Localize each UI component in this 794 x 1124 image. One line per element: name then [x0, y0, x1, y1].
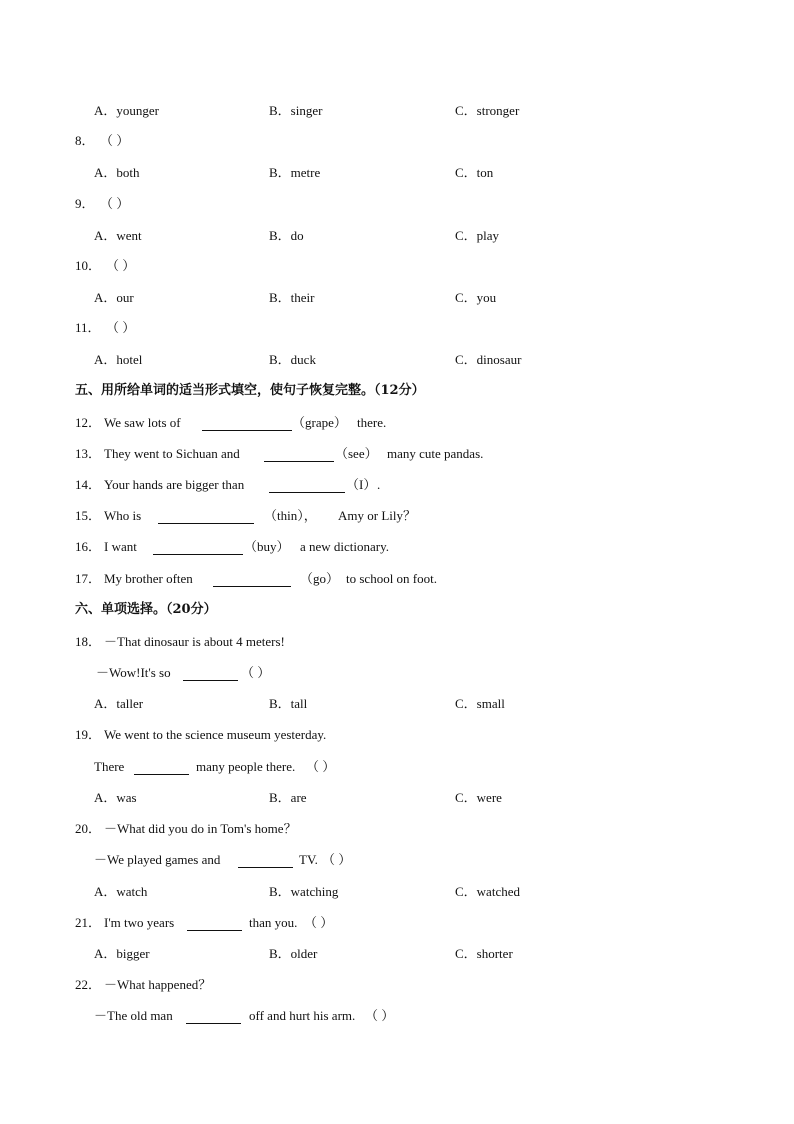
- section-5-title: 五、用所给单词的适当形式填空，使句子恢复完整。（12分）: [75, 383, 425, 398]
- question-number: 20．: [75, 821, 102, 836]
- q11-option-a: A．hotel: [94, 352, 143, 367]
- question-number: 21．: [75, 915, 102, 930]
- answer-paren: （ ）: [322, 852, 352, 867]
- question-number: 9．: [75, 196, 95, 211]
- q21-option-c: C．shorter: [455, 946, 513, 961]
- q19-option-c: C．were: [455, 790, 502, 805]
- q14-blank[interactable]: [267, 478, 347, 499]
- question-number: 12．: [75, 415, 102, 430]
- q9-option-a: A．went: [94, 228, 142, 243]
- q11-option-b: B．duck: [269, 352, 316, 367]
- question-number: 10．: [75, 258, 102, 273]
- q15-text-after: Amy or Lily？: [338, 508, 416, 523]
- q12-text-before: We saw lots of: [104, 415, 181, 430]
- q18-blank[interactable]: [181, 666, 240, 687]
- q16-text-before: I want: [104, 539, 137, 554]
- q14-hint: （I）: [346, 477, 377, 492]
- q19-option-b: B．are: [269, 790, 307, 805]
- question-number: 18．: [75, 634, 102, 649]
- q14-text-after: .: [377, 477, 381, 492]
- answer-paren: （ ）: [100, 133, 130, 148]
- q19-line1: We went to the science museum yesterday.: [104, 727, 327, 742]
- question-number: 15．: [75, 508, 102, 523]
- q9-option-b: B．do: [269, 228, 304, 243]
- q20-option-a: A．watch: [94, 884, 148, 899]
- q13-hint: （see）: [335, 446, 378, 461]
- q15-blank[interactable]: [156, 509, 256, 530]
- q15-hint: （thin），: [264, 508, 317, 523]
- q18-line1: －That dinosaur is about 4 meters!: [104, 634, 285, 649]
- q13-text-before: They went to Sichuan and: [104, 446, 240, 461]
- question-number: 17．: [75, 571, 102, 586]
- section-6-title: 六、单项选择。（20分）: [75, 602, 217, 617]
- answer-paren: （ ）: [241, 665, 271, 680]
- question-number: 22．: [75, 977, 102, 992]
- question-number: 11．: [75, 320, 101, 335]
- q12-hint: （grape）: [292, 415, 347, 430]
- q7-option-a: A．younger: [94, 103, 159, 118]
- q17-blank[interactable]: [211, 572, 293, 593]
- q20-blank[interactable]: [236, 853, 295, 874]
- answer-paren: （ ）: [100, 196, 130, 211]
- answer-paren: （ ）: [106, 320, 136, 335]
- q20-option-b: B．watching: [269, 884, 339, 899]
- q21-option-b: B．older: [269, 946, 318, 961]
- q19-option-a: A．was: [94, 790, 137, 805]
- q21-option-a: A．bigger: [94, 946, 150, 961]
- q13-blank[interactable]: [262, 447, 336, 468]
- q9-option-c: C．play: [455, 228, 500, 243]
- q21-blank[interactable]: [185, 916, 244, 937]
- question-number: 19．: [75, 727, 102, 742]
- q17-text-after: to school on foot.: [346, 571, 437, 586]
- q12-text-after: there.: [357, 415, 387, 430]
- q8-option-c: C．ton: [455, 165, 494, 180]
- q18-line2-text: －Wow!It's so: [96, 665, 171, 680]
- q16-text-after: a new dictionary.: [300, 539, 390, 554]
- q12-blank[interactable]: [200, 416, 294, 437]
- q11-option-c: C．dinosaur: [455, 352, 522, 367]
- q22-line1: －What happened？: [104, 977, 212, 992]
- q15-text-before: Who is: [104, 508, 142, 523]
- question-number: 8．: [75, 133, 95, 148]
- q14-text-before: Your hands are bigger than: [104, 477, 245, 492]
- q16-hint: （buy）: [244, 539, 290, 554]
- q19-blank[interactable]: [132, 760, 191, 781]
- q17-text-before: My brother often: [104, 571, 193, 586]
- question-number: 14．: [75, 477, 102, 492]
- q22-line2-before: －The old man: [94, 1008, 173, 1023]
- q13-text-after: many cute pandas.: [387, 446, 484, 461]
- q18-option-c: C．small: [455, 696, 505, 711]
- q8-option-b: B．metre: [269, 165, 321, 180]
- question-number: 13．: [75, 446, 102, 461]
- answer-paren: （ ）: [365, 1008, 395, 1023]
- q20-line2-before: －We played games and: [94, 852, 221, 867]
- q7-option-c: C．stronger: [455, 103, 520, 118]
- q17-hint: （go）: [300, 571, 340, 586]
- q20-line2-after: TV.: [299, 852, 318, 867]
- q10-option-c: C．you: [455, 290, 497, 305]
- answer-paren: （ ）: [304, 915, 334, 930]
- q8-option-a: A．both: [94, 165, 140, 180]
- q7-option-b: B．singer: [269, 103, 323, 118]
- q20-option-c: C．watched: [455, 884, 520, 899]
- q20-line1: －What did you do in Tom's home？: [104, 821, 297, 836]
- q19-line2-before: There: [94, 759, 125, 774]
- q10-option-b: B．their: [269, 290, 315, 305]
- q22-line2-after: off and hurt his arm.: [249, 1008, 356, 1023]
- q22-blank[interactable]: [184, 1009, 243, 1030]
- q10-option-a: A．our: [94, 290, 134, 305]
- question-number: 16．: [75, 539, 102, 554]
- q19-line2-after: many people there.: [196, 759, 296, 774]
- answer-paren: （ ）: [106, 258, 136, 273]
- q18-option-b: B．tall: [269, 696, 308, 711]
- q18-option-a: A．taller: [94, 696, 144, 711]
- q21-text-before: I'm two years: [104, 915, 175, 930]
- answer-paren: （ ）: [306, 759, 336, 774]
- q16-blank[interactable]: [151, 540, 245, 561]
- q21-text-after: than you.: [249, 915, 298, 930]
